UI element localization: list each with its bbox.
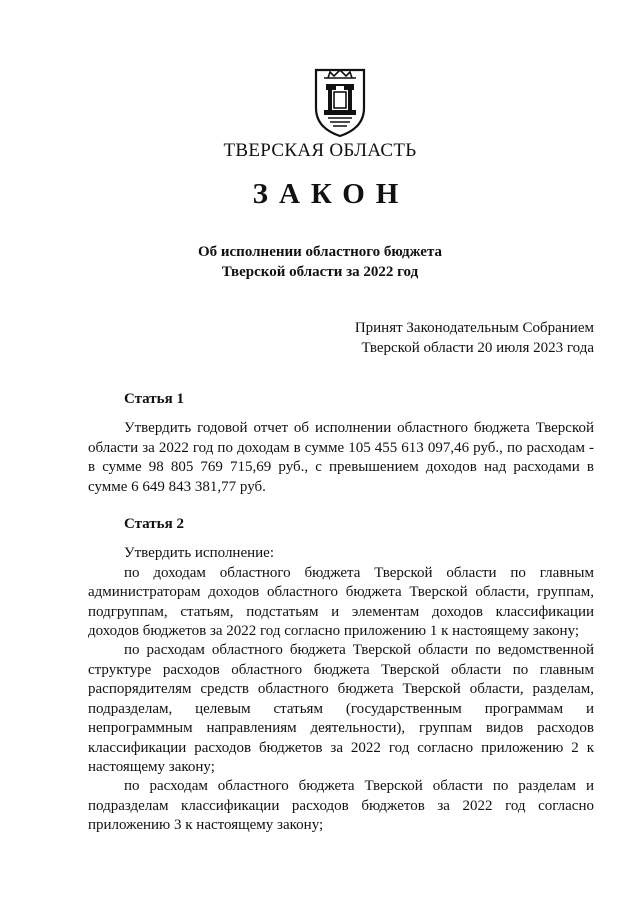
- adoption-note: [355, 318, 594, 358]
- article-2-heading: Статья 2: [124, 516, 184, 533]
- law-title-line1: Об исполнении областного бюджета: [197, 244, 443, 260]
- article-2-paragraph-1: Утвердить исполнение:: [124, 545, 274, 562]
- article-2-paragraph-3: по расходам областного бюджета Тверской области по ведомственной структуре расходов областного бюджета Тверской области по главным распорядителям средств областного бюджета Тверской области, разделам, подразделам, целевым статьям (государственным программам и непрограммным направлениям деятельности), группам видов расходов классификации расходов бюджетов за 2022 год согласно приложению 2 к настоящему закону;: [88, 642, 594, 775]
- article-2-paragraph-2: по доходам областного бюджета Тверской области по главным администраторам доходов областного бюджета Тверской области, группам, подгруппам, статьям, подстатьям и элементам доходов классификации доходов бюджетов за 2022 год согласно приложению 1 к настоящему закону;: [88, 564, 594, 640]
- region-name: ТВЕРСКАЯ ОБЛАСТЬ: [223, 140, 417, 161]
- article-1-paragraph-1: Утвердить годовой отчет об исполнении областного бюджета Тверской области за 2022 год по доходам в сумме 105 455 613 097,46 руб., по расходам - в сумме 98 805 769 715,69 руб., с превышением доходов над расходами в сумме 6 649 843 381,77 руб.: [88, 420, 594, 495]
- document-type: ЗАКОН: [252, 178, 410, 210]
- law-title-line2: Тверской области за 2022 год: [221, 264, 419, 280]
- article-2-paragraph-4: по расходам областного бюджета Тверской области по разделам и подразделам классификации расходов бюджетов за 2022 год согласно приложению 3 к настоящему закону;: [88, 778, 594, 834]
- adoption-line2: Тверской области 20 июля 2023 года: [361, 340, 594, 356]
- law-body: [88, 390, 594, 836]
- coat-of-arms-icon: [312, 66, 368, 138]
- law-title: [0, 242, 640, 282]
- adoption-line1: Принят Законодательным Собранием: [354, 320, 594, 336]
- article-1-heading: Статья 1: [124, 391, 184, 407]
